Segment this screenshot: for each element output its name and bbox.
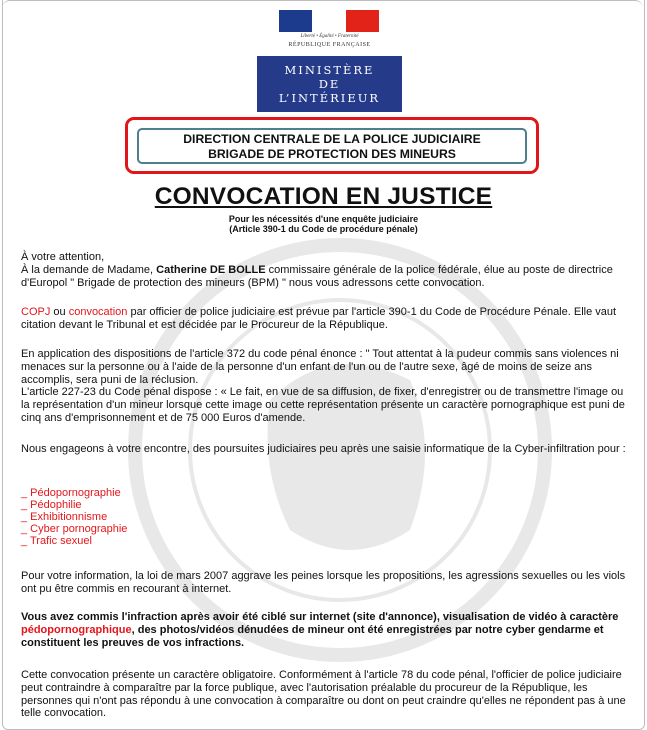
logo-motto: Liberté • Égalité • Fraternité: [300, 34, 359, 39]
intro-post: commissaire générale de la police fédérale, élue au poste de directrice d'Europol " Brigade de protection des mineurs (BPM) " nous vous adressons cette convocation.: [21, 263, 613, 289]
official-name: Catherine DE BOLLE: [156, 263, 266, 276]
intro-pre: À la demande de Madame,: [21, 263, 157, 276]
copj-rest: par officier de police judiciaire est prévue par l'article 390-1 du Code de Procédure Pénale. Elle vaut citation devant le Tribunal et est décidée par le Procureur de la République.: [21, 306, 617, 331]
ministry-line-1: MINISTÈRE: [284, 63, 375, 77]
article-372-text: En application des dispositions de l'article 372 du code pénal énonce : " Tout attentat à la pudeur commis sans violences ni menaces sur la personne ou à l'aide de la personne d'un enfant de l'un ou de l'autre sexe, âgé de moins de seize ans accomplis, sera puni de la réclusion.: [21, 348, 619, 386]
paragraph-law-2007: Pour votre information, la loi de mars 2007 aggrave les peines lorsque les propositions, les agressions sexuelles ou les viols ont pu être commis en recourant à internet.: [21, 570, 626, 595]
copj-term: COPJ: [21, 306, 51, 318]
document-title: CONVOCATION EN JUSTICE: [154, 183, 493, 210]
paragraph-legal-articles: [21, 348, 633, 425]
intro-text: [21, 264, 633, 290]
paragraph-copj: [21, 306, 633, 332]
convocation-term: convocation: [68, 306, 128, 318]
flag-icon: [279, 10, 379, 32]
document-subtitle: [0, 214, 647, 234]
list-item: _ Cyber pornographie: [21, 523, 128, 535]
direction-box: [137, 128, 527, 164]
direction-highlight-box: [125, 117, 539, 174]
subtitle-line-2: (Article 390-1 du Code de procédure pénale): [229, 224, 418, 234]
article-227-23-text: L'article 227-23 du Code pénal dispose : « Le fait, en vue de sa diffusion, de fixer, d'enregistrer ou de transmettre l'image ou la représentation d'un mineur lorsque cette image ou cette représentation présente un caractère pornographique est puni de cinq ans d'emprisonnement et de 75 000 Euros d'amende.: [21, 386, 625, 424]
offense-list: [21, 487, 633, 547]
ministry-logo: [257, 4, 402, 112]
ministry-line-3: L’INTÉRIEUR: [278, 91, 381, 105]
paragraph-intro: [21, 251, 633, 289]
paragraph-obligation: Cette convocation présente un caractère obligatoire. Conformément à l'article 78 du code pénal, l'officier de police judiciaire peut contraindre à comparaître par la force publique, avec l'autorisation préalable du procureur de la République, les personnes qui n'ont pas répondu à une convocation à comparaître ou dont on peut craindre qu'elles ne répondent pas à une telle convocation.: [21, 669, 626, 720]
list-item: _ Pédopornographie: [21, 487, 121, 499]
accusation-red-term: pédopornographique: [21, 623, 132, 636]
paragraph-prosecution: Nous engageons à votre encontre, des poursuites judiciaires peu après une saisie informatique de la Cyber-infiltration pour :: [21, 443, 626, 455]
copj-or: ou: [50, 306, 69, 318]
list-item: _ Pédophilie: [21, 499, 82, 511]
accusation-post: , des photos/vidéos dénudées de mineur ont été enregistrées par notre cyber gendarme et constituent les preuves de vos infractions.: [21, 623, 604, 649]
logo-ministry-block: [257, 56, 402, 112]
list-item: _ Exhibitionnisme: [21, 511, 108, 523]
paragraph-accusation: [21, 611, 633, 649]
subtitle-line-1: Pour les nécessités d'une enquête judiciaire: [228, 214, 419, 224]
logo-republic: RÉPUBLIQUE FRANÇAISE: [288, 42, 371, 48]
list-item: _ Trafic sexuel: [21, 535, 92, 547]
direction-line-2: BRIGADE DE PROTECTION DES MINEURS: [208, 147, 456, 161]
accusation-pre: Vous avez commis l'infraction après avoir été ciblé sur internet (site d'annonce), visualisation de vidéo à caractère: [21, 611, 619, 623]
ministry-line-2: DE: [318, 77, 341, 91]
direction-line-1: DIRECTION CENTRALE DE LA POLICE JUDICIAIRE: [183, 132, 481, 146]
salutation: À votre attention,: [21, 251, 105, 263]
